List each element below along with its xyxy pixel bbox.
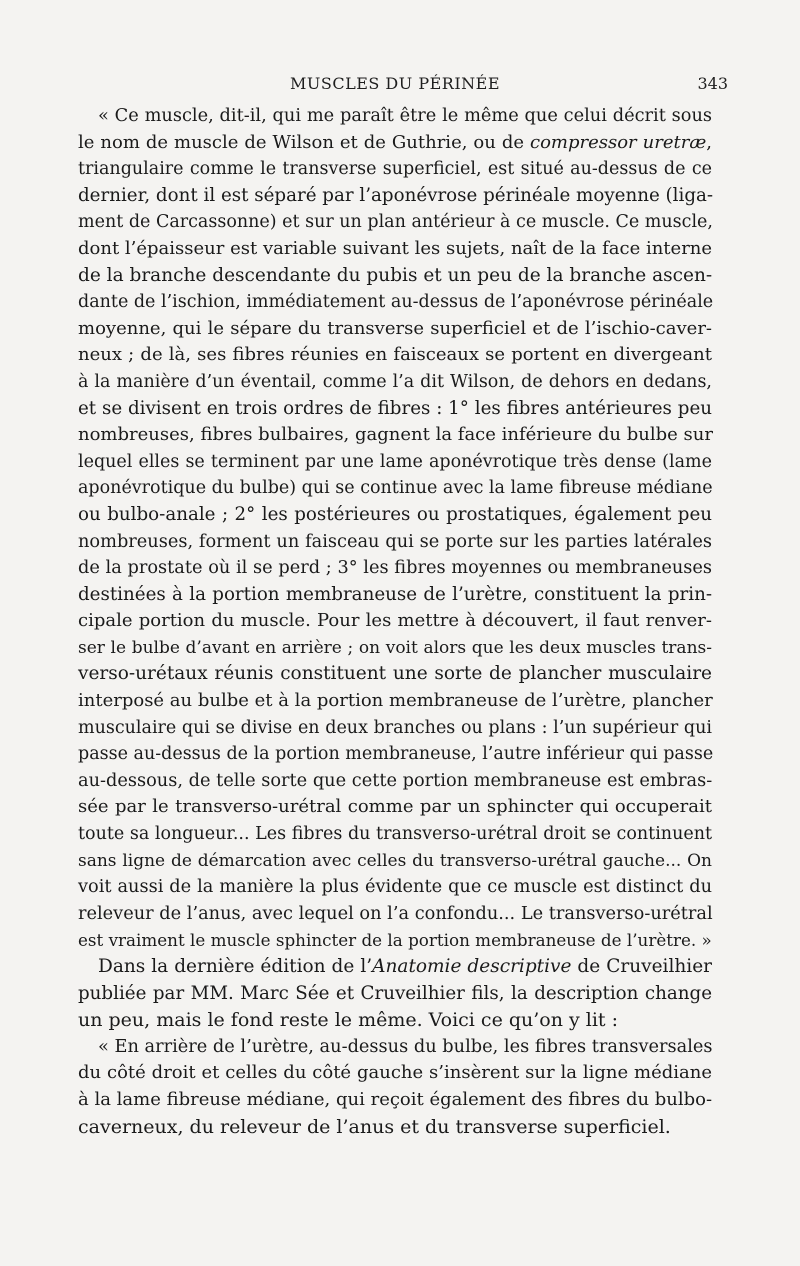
- text-segment: le nom de muscle de Wilson et de Guthrie, ou de: [78, 131, 530, 153]
- text-line: [78, 130, 712, 157]
- text-line: releveur de l’anus, avec lequel on l’a confondu... Le transverso-urétral: [78, 903, 713, 924]
- text-line: au-dessous, de telle sorte que cette portion membraneuse est embras-: [78, 770, 713, 791]
- text-line: destinées à la portion membraneuse de l’urètre, constituent la prin-: [78, 583, 712, 605]
- text-segment: Dans la dernière édition de: [98, 956, 361, 977]
- text-line: dont l’épaisseur est variable suivant les sujets, naît de la face interne: [78, 237, 713, 259]
- italic-title: Anatomie descriptive: [372, 956, 572, 977]
- text-line: [78, 954, 712, 981]
- page-number: 343: [697, 74, 728, 93]
- text-line: et se divisent en trois ordres de fibres : 1° les fibres antérieures peu: [78, 397, 712, 419]
- text-line: ser le bulbe d’avant en arrière ; on voit alors que les deux muscles trans-: [78, 637, 712, 658]
- text-line: ou bulbo-anale ; 2° les postérieures ou prostatiques, également peu: [78, 503, 712, 525]
- text-line: sée par le transverso-urétral comme par un sphincter qui occuperait: [78, 796, 712, 818]
- text-line: voit aussi de la manière la plus évidente que ce muscle est distinct du: [78, 877, 712, 898]
- text-line: nombreuses, forment un faisceau qui se porte sur les parties latérales: [78, 531, 712, 552]
- text-line: ment de Carcassonne) et sur un plan antérieur à ce muscle. Ce muscle,: [78, 212, 713, 233]
- text-line: lequel elles se terminent par une lame aponévrotique très dense (lame: [78, 451, 712, 472]
- text-line: passe au-dessus de la portion membraneuse, l’autre inférieur qui passe: [78, 744, 714, 765]
- body-text: [78, 103, 712, 1140]
- text-line: publiée par MM. Marc Sée et Cruveilhier fils, la description change: [78, 982, 712, 1004]
- text-line: nombreuses, fibres bulbaires, gagnent la face inférieure du bulbe sur: [78, 424, 713, 446]
- text-line: moyenne, qui le sépare du transverse superficiel et de l’ischio-caver-: [78, 317, 712, 339]
- text-line: dante de l’ischion, immédiatement au-dessus de l’aponévrose périnéale: [78, 292, 714, 313]
- text-line: interposé au bulbe et à la portion membraneuse de l’urètre, plancher: [78, 690, 713, 712]
- text-line: « En arrière de l’urètre, au-dessus du bulbe, les fibres transversales: [98, 1036, 713, 1057]
- text-line: est vraiment le muscle sphincter de la portion membraneuse de l’urètre. »: [78, 930, 712, 951]
- text-line: cipale portion du muscle. Pour les mettre à découvert, il faut renver-: [78, 610, 712, 632]
- text-segment: ,: [706, 131, 712, 153]
- text-segment: de Cruveilhier: [571, 956, 712, 977]
- text-line: aponévrotique du bulbe) qui se continue avec la lame fibreuse médiane: [78, 478, 713, 499]
- page-header: [78, 72, 728, 98]
- text-line: caverneux, du releveur de l’anus et du transverse superficiel.: [78, 1115, 671, 1138]
- text-line: à la lame fibreuse médiane, qui reçoit également des fibres du bulbo-: [78, 1088, 713, 1110]
- text-line: triangulaire comme le transverse superficiel, est situé au-dessus de ce: [78, 159, 712, 180]
- text-segment: l’: [360, 956, 373, 977]
- text-line: verso-urétaux réunis constituent une sorte de plancher musculaire: [78, 663, 712, 685]
- text-line: du côté droit et celles du côté gauche s’insèrent sur la ligne médiane: [78, 1062, 712, 1084]
- text-line: « Ce muscle, dit-il, qui me paraît être le même que celui décrit sous: [98, 106, 712, 126]
- text-line: de la prostate où il se perd ; 3° les fibres moyennes ou membraneuses: [78, 558, 712, 579]
- running-title: MUSCLES DU PÉRINÉE: [290, 74, 500, 93]
- text-line: dernier, dont il est séparé par l’aponévrose périnéale moyenne (liga-: [78, 184, 714, 206]
- text-line: un peu, mais le fond reste le même. Voici ce qu’on y lit :: [78, 1009, 619, 1032]
- text-line: neux ; de là, ses fibres réunies en faisceaux se portent en divergeant: [78, 344, 712, 366]
- text-line: musculaire qui se divise en deux branches ou plans : l’un supérieur qui: [78, 717, 712, 738]
- text-line: sans ligne de démarcation avec celles du transverso-urétral gauche... On: [78, 850, 712, 871]
- text-line: toute sa longueur... Les fibres du transverso-urétral droit se continuent: [78, 824, 712, 845]
- text-line: à la manière d’un éventail, comme l’a dit Wilson, de dehors en dedans,: [78, 371, 712, 392]
- text-line: de la branche descendante du pubis et un peu de la branche ascen-: [78, 264, 713, 286]
- italic-term: compressor uretræ: [529, 131, 707, 153]
